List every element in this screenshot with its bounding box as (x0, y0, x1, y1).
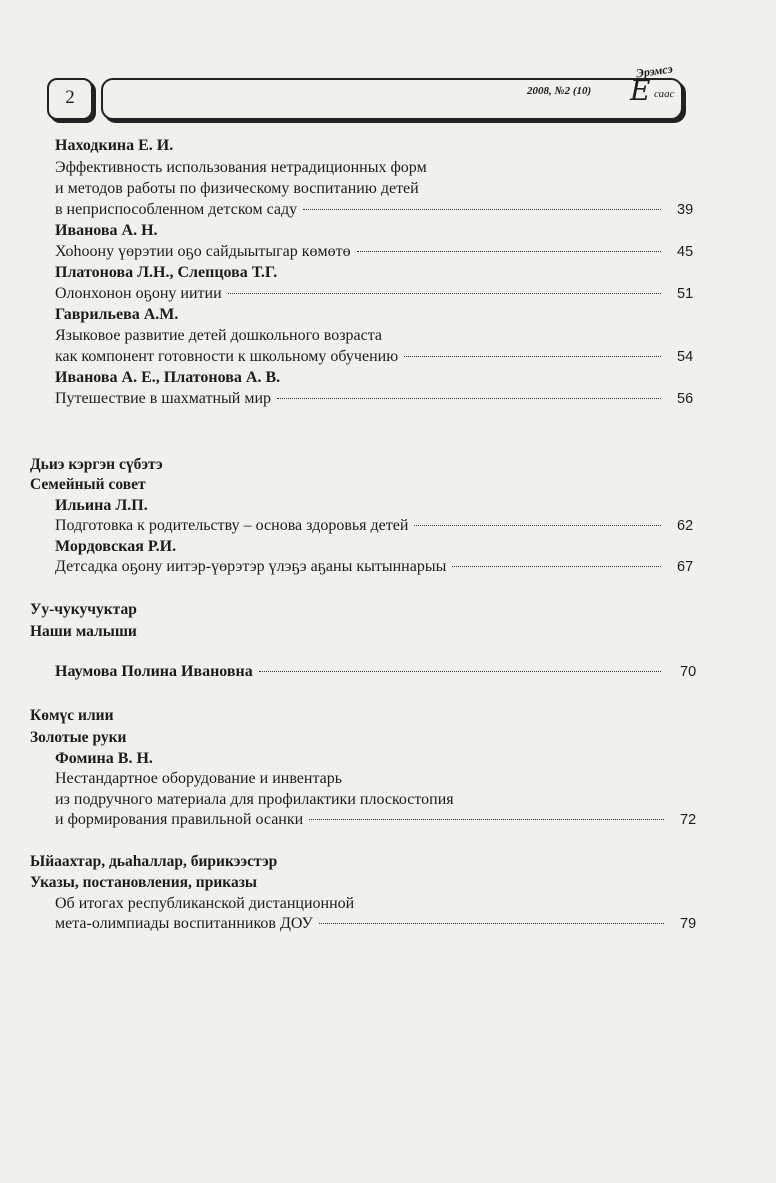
toc-page: 39 (677, 202, 694, 218)
toc-page: 51 (677, 286, 694, 302)
dot-leader (414, 525, 661, 526)
toc-title: Детсадка оҕону иитэр-үөрэтэр үлэҕэ аҕаны кытыннарыы (55, 558, 447, 575)
toc-page: 62 (677, 518, 694, 534)
toc-entry-line (55, 242, 667, 262)
section-title-russian: Указы, постановления, приказы (30, 874, 258, 891)
toc-title: Языковое развитие детей дошкольного возраста (55, 327, 383, 344)
dot-leader (452, 566, 661, 567)
dot-leader (404, 356, 661, 357)
toc-author: Находкина Е. И. (55, 137, 174, 154)
journal-logo: Эрэмсэ Е саас (630, 61, 675, 107)
toc-page: 56 (677, 391, 694, 407)
toc-entry-line (55, 810, 670, 830)
toc-title: Олонхонон оҕону иитии (55, 285, 222, 302)
section-title-yakut: Көмүс илии (30, 707, 114, 724)
dot-leader (228, 293, 661, 294)
section-title-russian: Золотые руки (30, 729, 127, 746)
toc-author: Иванова А. Е., Платонова А. В. (55, 369, 281, 386)
toc-author: Мордовская Р.И. (55, 538, 177, 555)
toc-author: Наумова Полина Ивановна (55, 663, 253, 680)
dot-leader (277, 398, 661, 399)
toc-title: и методов работы по физическому воспитанию детей (55, 180, 419, 197)
issue-label: 2008, №2 (10) (527, 85, 592, 97)
toc-page: 45 (677, 244, 694, 260)
toc-title: и формирования правильной осанки (55, 811, 304, 828)
section-title-yakut: Ыйаахтар, дьаһаллар, бирикээстэр (30, 853, 278, 870)
toc-page: 72 (680, 812, 697, 828)
dot-leader (309, 819, 664, 820)
toc-author: Ильина Л.П. (55, 497, 148, 514)
toc-page: 67 (677, 559, 694, 575)
toc-page: 70 (680, 664, 697, 680)
toc-entry-line (55, 516, 667, 536)
section-title-yakut: Дьиэ кэргэн сүбэтэ (30, 456, 163, 473)
toc-title: Подготовка к родительству – основа здоровья детей (55, 517, 409, 534)
toc-title: Нестандартное оборудование и инвентарь (55, 770, 343, 787)
toc-author: Иванова А. Н. (55, 222, 158, 239)
toc-entry-line (55, 557, 667, 577)
toc-entry-line (55, 284, 667, 304)
toc-author: Фомина В. Н. (55, 750, 153, 767)
toc-title: Путешествие в шахматный мир (55, 390, 272, 407)
toc-title: из подручного материала для профилактики плоскостопия (55, 791, 454, 808)
toc-title: как компонент готовности к школьному обучению (55, 348, 399, 365)
section-title-russian: Семейный совет (30, 476, 146, 493)
section-title-yakut: Уу-чукучуктар (30, 601, 137, 618)
toc-title: Об итогах республиканской дистанционной (55, 895, 355, 912)
dot-leader (303, 209, 661, 210)
page-number: 2 (47, 78, 93, 120)
dot-leader (319, 923, 664, 924)
toc-author: Гаврильева А.М. (55, 306, 179, 323)
toc-entry-line (55, 200, 667, 220)
toc-page: 54 (677, 349, 694, 365)
toc-author: Платонова Л.Н., Слепцова Т.Г. (55, 264, 278, 281)
toc-page: 79 (680, 916, 697, 932)
toc-entry-line (55, 389, 667, 409)
toc-entry-line (55, 347, 667, 367)
section-title-russian: Наши малыши (30, 623, 137, 640)
header-bar (101, 78, 683, 120)
toc-title: Хоһоону үөрэтии оҕо сайдыытыгар көмөтө (55, 243, 351, 260)
toc-entry-line (55, 662, 667, 682)
dot-leader (259, 671, 661, 672)
toc-title: Эффективность использования нетрадиционных форм (55, 159, 427, 176)
toc-title: мета-олимпиады воспитанников ДОУ (55, 915, 313, 932)
toc-entry-line (55, 914, 670, 934)
toc-title: в неприспособленном детском саду (55, 201, 298, 218)
dot-leader (357, 251, 661, 252)
